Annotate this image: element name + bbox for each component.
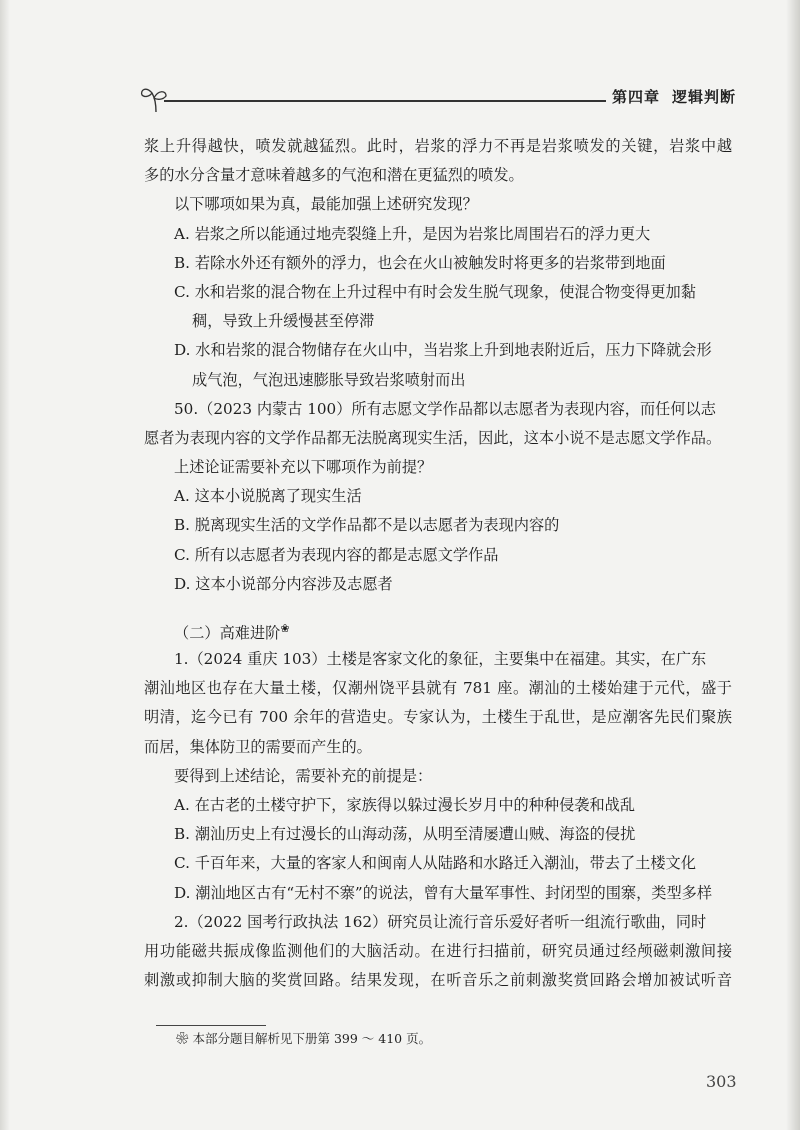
option-d-cont: 成气泡，气泡迅速膨胀导致岩浆喷射而出 [192,370,466,389]
option-c: C. 千百年来，大量的客家人和闽南人从陆路和水路迁入潮汕，带去了土楼文化 [174,854,696,873]
running-header [138,84,738,114]
chapter-number: 第四章 [611,88,660,106]
question-50: 50.（2023 内蒙古 100）所有志愿文学作品都以志愿者为表现内容，而任何以志 [174,399,716,418]
question-stem: 上述论证需要补充以下哪项作为前提？ [174,458,433,477]
option-c-cont: 稠，导致上升缓慢甚至停滞 [192,312,375,331]
text-line: 潮汕地区也存在大量土楼，仅潮州饶平县就有 781 座。潮汕的土楼始建于元代，盛于 [144,679,732,698]
text-line: 浆上升得越快，喷发就越猛烈。此时，岩浆的浮力不再是岩浆喷发的关键，岩浆中越 [144,137,732,155]
body-text [144,132,732,995]
section-title: （二）高难进阶 [174,624,281,643]
page-right-shadow [786,0,800,1130]
option-a: A. 这本小说脱离了现实生活 [174,487,362,506]
option-c: C. 水和岩浆的混合物在上升过程中有时会发生脱气现象，使混合物变得更加黏 [174,282,696,301]
option-a: A. 岩浆之所以能通过地壳裂缝上升，是因为岩浆比周围岩石的浮力更大 [174,224,651,243]
text-line: 明清，迄今已有 700 余年的营造史。专家认为，土楼生于乱世，是应潮客先民们聚族 [144,708,732,727]
page-number: 303 [706,1072,737,1091]
option-d: D. 潮汕地区古有“无村不寨”的说法，曾有大量军事性、封闭型的围寨，类型多样 [174,883,713,902]
footnote-mark-icon: ❀ [280,622,290,635]
option-d: D. 这本小说部分内容涉及志愿者 [174,574,393,593]
option-b: B. 潮汕历史上有过漫长的山海动荡，从明至清屡遭山贼、海盗的侵扰 [174,825,636,844]
text-line: 用功能磁共振成像监测他们的大脑活动。在进行扫描前，研究员通过经颅磁刺激间接 [144,941,732,960]
page-left-shadow [0,0,10,1130]
question-1: 1.（2024 重庆 103）土楼是客家文化的象征，主要集中在福建。其实，在广东 [174,650,707,668]
text-line: 而居，集体防卫的需要而产生的。 [144,737,372,756]
text-line: 刺激或抑制大脑的奖赏回路。结果发现，在听音乐之前刺激奖赏回路会增加被试听音 [144,971,732,990]
question-stem: 要得到上述结论，需要补充的前提是： [174,766,433,785]
section-heading [144,613,732,645]
chapter-title: 逻辑判断 [671,88,736,106]
question-stem: 以下哪项如果为真，最能加强上述研究发现？ [174,195,478,214]
footnote: ❀ 本部分题目解析见下册第 399 ～ 410 页。 [176,1031,432,1046]
footnote-rule [156,1025,266,1026]
option-b: B. 脱离现实生活的文学作品都不是以志愿者为表现内容的 [174,516,560,535]
option-a: A. 在古老的土楼守护下，家族得以躲过漫长岁月中的种种侵袭和战乱 [174,795,636,814]
text-line: 多的水分含量才意味着越多的气泡和潜在更猛烈的喷发。 [144,166,524,185]
question-2: 2.（2022 国考行政执法 162）研究员让流行音乐爱好者听一组流行歌曲，同时 [174,912,707,931]
sprout-icon [138,84,174,114]
option-d: D. 水和岩浆的混合物储存在火山中，当岩浆上升到地表附近后，压力下降就会形 [174,341,712,360]
option-c: C. 所有以志愿者为表现内容的都是志愿文学作品 [174,545,499,564]
option-b: B. 若除水外还有额外的浮力，也会在火山被触发时将更多的岩浆带到地面 [174,253,666,272]
chapter-heading [606,86,736,107]
text-line: 愿者为表现内容的文学作品都无法脱离现实生活，因此，这本小说不是志愿文学作品。 [144,428,722,447]
